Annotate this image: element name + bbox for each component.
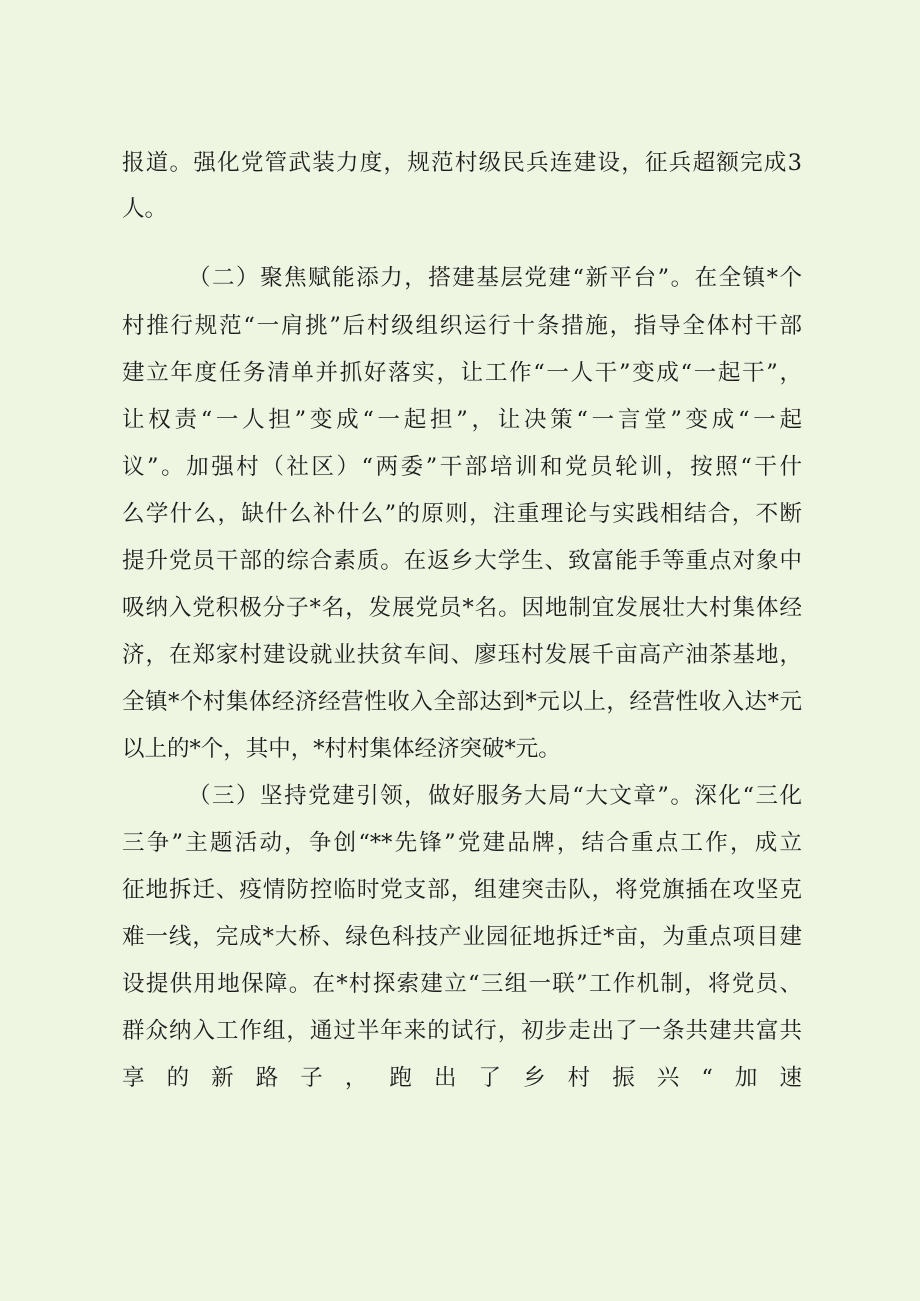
text-line: 议”。加强村（社区）“两委”干部培训和党员轮训，按照“干什 <box>122 454 802 480</box>
text-line: 让权责“一人担”变成“一起担”，让决策“一言堂”变成“一起 <box>122 407 802 433</box>
text-line: 设提供用地保障。在*村探索建立“三组一联”工作机制，将党员、 <box>122 971 802 997</box>
text-line: 全镇*个村集体经济经营性收入全部达到*元以上，经营性收入达*元 <box>122 689 802 715</box>
text-line: 三争”主题活动，争创“**先锋”党建品牌，结合重点工作，成立 <box>122 830 802 856</box>
text-line: 人。 <box>122 196 168 222</box>
text-line: 村推行规范“一肩挑”后村级组织运行十条措施，指导全体村干部 <box>122 313 802 339</box>
text-line: 群众纳入工作组，通过半年来的试行，初步走出了一条共建共富共 <box>122 1018 802 1044</box>
text-line: 以上的*个，其中，*村村集体经济突破*元。 <box>122 736 561 762</box>
text-line: 征地拆迁、疫情防控临时党支部，组建突击队，将党旗插在攻坚克 <box>122 877 802 903</box>
text-line: 难一线，完成*大桥、绿色科技产业园征地拆迁*亩，为重点项目建 <box>122 924 802 950</box>
text-line: 享的新路子，跑出了乡村振兴“加速 <box>122 1065 802 1091</box>
text-line: 么学什么，缺什么补什么”的原则，注重理论与实践相结合，不断 <box>122 501 802 527</box>
text-line: 提升党员干部的综合素质。在返乡大学生、致富能手等重点对象中 <box>122 548 802 574</box>
text-line: （二）聚焦赋能添力，搭建基层党建“新平台”。在全镇*个 <box>188 265 802 291</box>
text-line: 济，在郑家村建设就业扶贫车间、廖珏村发展千亩高产油茶基地， <box>122 642 802 668</box>
text-line: （三）坚持党建引领，做好服务大局“大文章”。深化“三化 <box>188 783 802 809</box>
text-line: 建立年度任务清单并抓好落实，让工作“一人干”变成“一起干”， <box>122 360 802 386</box>
text-line: 吸纳入党积极分子*名，发展党员*名。因地制宜发展壮大村集体经 <box>122 595 802 621</box>
text-line: 报道。强化党管武装力度，规范村级民兵连建设，征兵超额完成3 <box>122 150 802 176</box>
